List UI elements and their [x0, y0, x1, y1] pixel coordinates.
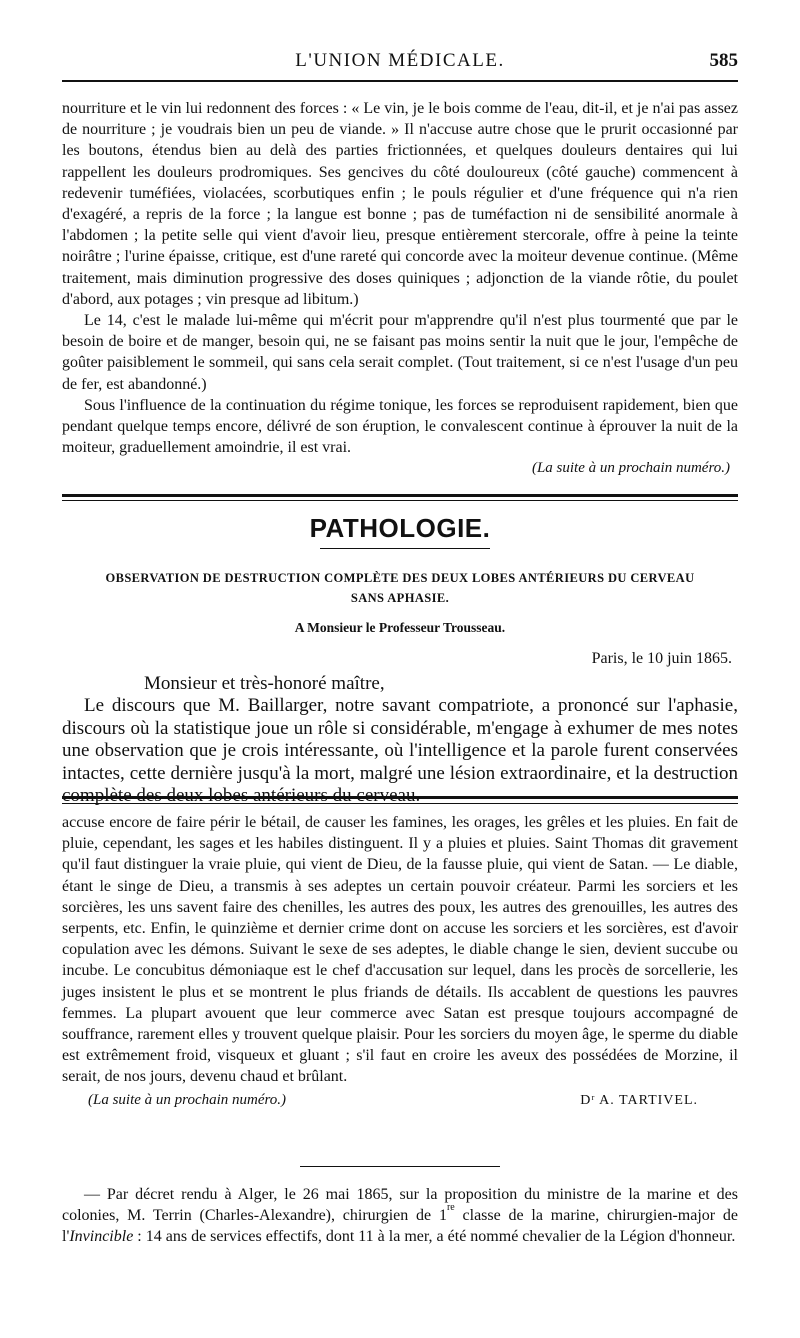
case-paragraph: Le 14, c'est le malade lui-même qui m'écrit pour m'apprendre qu'il n'est plus tourmenté que par le besoin de boire et de manger, besoin qui, ne se faisant pas moins sentir la nuit que le jour, l'empêche de goûter paisiblement le sommeil, qui sans cela serait complet. (Tout traitement, si ce n'est l'usage d'un peu de fer, est abandonné.) [62, 312, 738, 393]
decree-text [62, 1184, 738, 1248]
observation-title [62, 568, 738, 608]
page-number: 585 [709, 50, 738, 71]
continuation-note: (La suite à un prochain numéro.) [531, 460, 730, 477]
signature-line [62, 1090, 738, 1111]
case-paragraph: nourriture et le vin lui redonnent des forces : « Le vin, je le bois comme de l'eau, dit-il, et je n'ai pas assez de nourriture ; je voudrais bien un peu de viande. » Il n'accuse autre chose que le prurit occasionné par les boutons, étendus bien au delà des parties frictionnées, et quelques douleurs dentaires qui lui rappellent les douleurs prodromiques. Ses gencives du côté douloureux (côté gauche) commencent à redevenir tuméfiées, violacées, scorbutiques enfin ; le pouls régulier et d'une fréquence qui n'a rien d'exagéré, a repris de la force ; la langue est bonne ; pas de tuméfaction ni de sensibilité anormale à l'abdomen ; la petite selle qui vient d'avoir lieu, presque entièrement stercorale, offre à peine la teinte noirâtre ; l'urine épaisse, critique, est d'une rareté qui concorde avec la moiteur devenue continue. (Même traitement, mais diminution progressive des doses quiniques ; adjonction de la viande rôtie, du poulet d'abord, aux potages ; vin presque ad libitum.) [62, 100, 738, 308]
section-title: PATHOLOGIE. [309, 513, 491, 543]
ship-name: Invincible [69, 1228, 134, 1246]
feuilleton-rule [62, 796, 738, 799]
observation-title-line: SANS APHASIE. [350, 591, 450, 605]
title-underline [320, 548, 490, 549]
feuilleton-text: accuse encore de faire périr le bétail, de causer les famines, les orages, les grêles et les pluies. En fait de pluie, cependant, les sages et les habiles distinguent. Il y a pluies et pluies. Saint Thomas dit gravement qu'il faut distinguer la vraie pluie, qui vient de Dieu, de la fausse pluie, qui vient de Satan. — Le diable, étant le singe de Dieu, a transmis à ses adeptes un certain pouvoir créateur. Parmi les sorciers et les sorcières, les uns savent faire des chenilles, les autres des poux, les autres des grenouilles, les autres des serpents, etc. Enfin, le quinzième et dernier crime dont on accuse les sorciers et les sorcières, est d'avoir copulation avec les démons. Suivant le sexe de ses adeptes, le diable change le sien, devient succube ou incube. Le concubitus démoniaque est le chef d'accusation sur lequel, dans les procès de sorcellerie, les juges insistent le plus et se montrent le plus friands de détails. Ils accablent de questions les pauvres femmes. La plupart avouent que leur commerce avec Satan est presque toujours accompagné de souffrance, rarement elles y trouvent quelque plaisir. Pour les sorciers du moyen âge, le sperme du diable est extrêmement froid, visqueux et gluant ; s'il faut en croire les aveux des possédées de Morzine, il serait, de nos jours, devenu chaud et brûlant. [62, 814, 738, 1086]
running-title: L'UNION MÉDICALE. [295, 50, 505, 71]
decree-part: — Par décret rendu à Alger, le 26 mai 1865, sur la proposition du ministre de la marine et des colonies, M. Terrin (Charles-Alexandre), chirurgien de 1 [62, 1186, 738, 1225]
section-rule-top-thin [62, 500, 738, 501]
ordinal-suffix: re [446, 1202, 455, 1214]
section-rule-top [62, 494, 738, 497]
letter-body: Le discours que M. Baillarger, notre savant compatriote, a prononcé sur l'aphasie, discours où la statistique joue un rôle si considérable, m'engage à exhumer de mes notes une observation que je crois intéressante, où l'intelligence et la parole furent conservées intactes, cette dernière jusqu'à la mort, malgré une lésion extraordinaire, et la destruction complète des deux lobes antérieurs du cerveau. [62, 695, 738, 806]
feuilleton-rule-thin [62, 803, 738, 804]
letter [62, 648, 738, 808]
salutation: Monsieur et très-honoré maître, [144, 672, 385, 694]
decree-notice [62, 1184, 738, 1248]
feuilleton-author: Dʳ A. TARTIVEL. [580, 1092, 698, 1108]
header-rule [62, 80, 738, 82]
case-report-continuation [62, 98, 738, 480]
decree-part: classe de la marine, chirurgien-major de l' [62, 1207, 738, 1246]
feuilleton [62, 812, 738, 1111]
dateline: Paris, le 10 juin 1865. [591, 650, 732, 667]
running-head [62, 50, 738, 74]
observation-title-line: OBSERVATION DE DESTRUCTION COMPLÈTE DES DEUX LOBES ANTÉRIEURS DU CERVEAU [105, 571, 695, 585]
feuilleton-continuation: (La suite à un prochain numéro.) [88, 1091, 287, 1108]
dedication: A Monsieur le Professeur Trousseau. [294, 620, 506, 635]
decree-part: : 14 ans de services effectifs, dont 11 à la mer, a été nommé chevalier de la Légion d'honneur. [133, 1228, 736, 1246]
case-paragraph: Sous l'influence de la continuation du régime tonique, les forces se reproduisent rapidement, bien que pendant quelque temps encore, délivré de son éruption, le convalescent continue à éprouver la nuit de la moiteur, graduellement amoindrie, il est vrai. [62, 396, 738, 457]
news-separator [300, 1166, 500, 1167]
